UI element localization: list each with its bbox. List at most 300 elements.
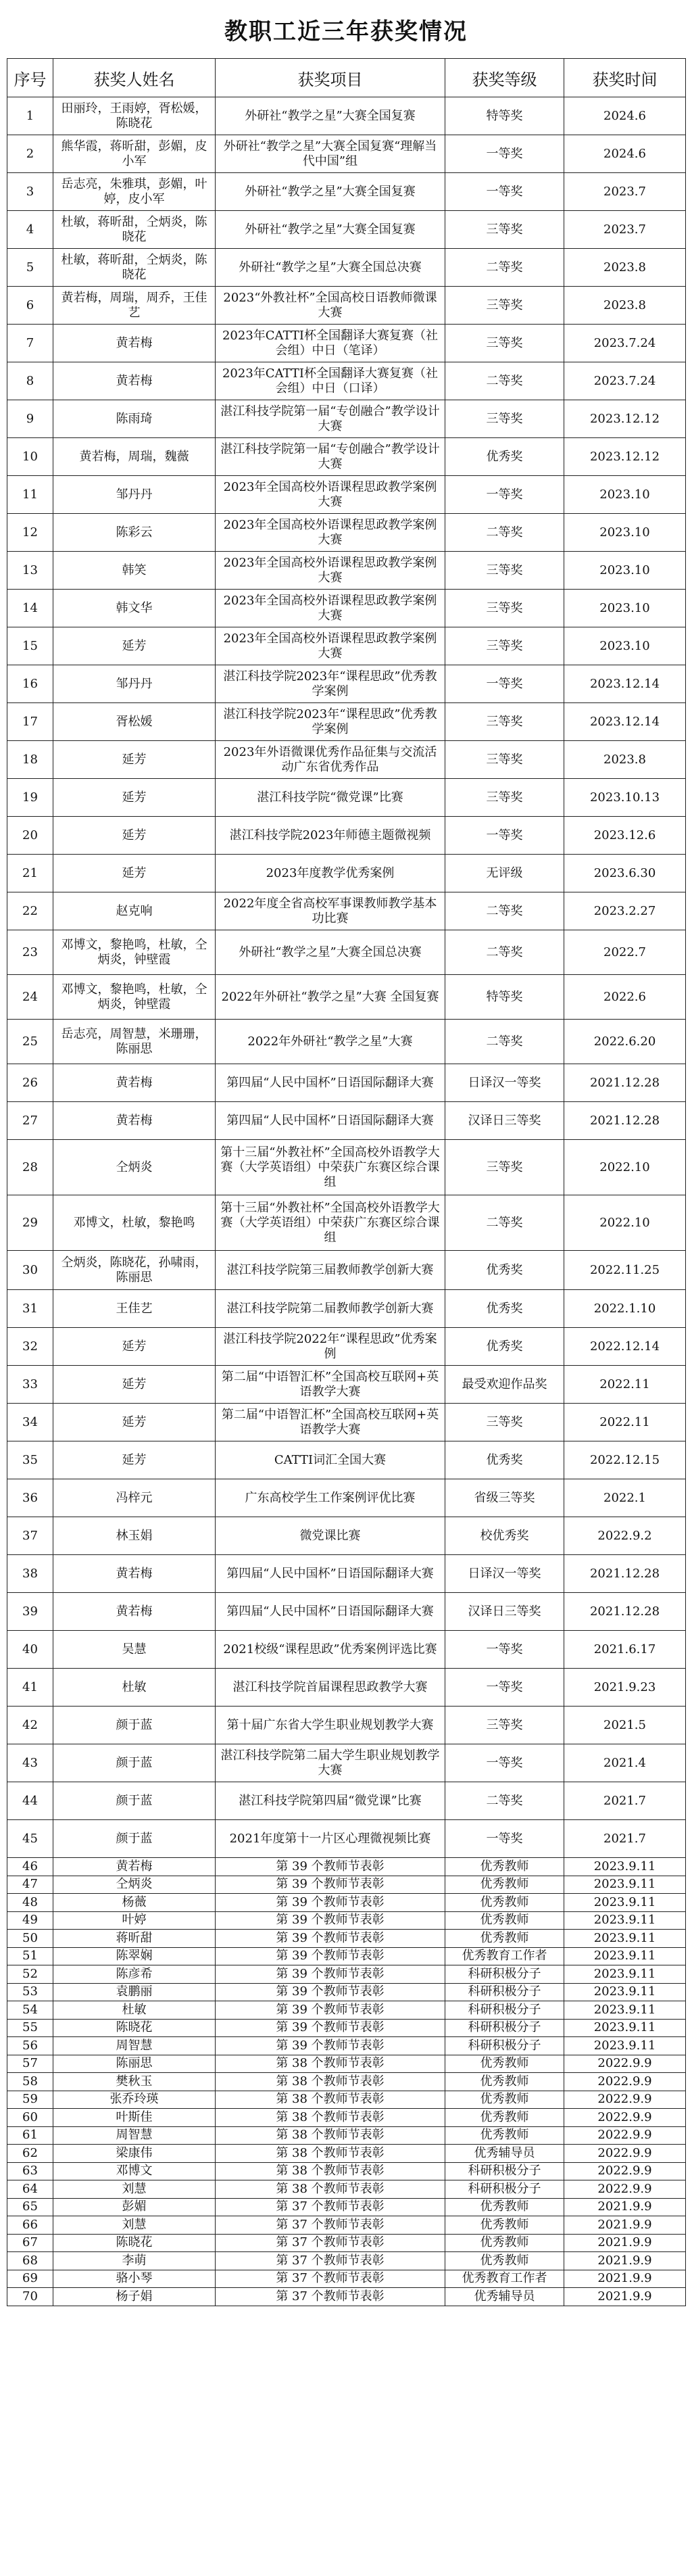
cell-index: 60 <box>7 2109 53 2127</box>
cell-project: 第十三届“外教社杯”全国高校外语教学大赛（大学英语组）中荣获广东赛区综合课组 <box>216 1140 445 1195</box>
cell-name: 韩文华 <box>53 590 216 627</box>
cell-index: 32 <box>7 1328 53 1366</box>
cell-index: 55 <box>7 2019 53 2037</box>
cell-index: 34 <box>7 1404 53 1441</box>
cell-date: 2022.11.25 <box>564 1251 686 1290</box>
table-row <box>7 892 686 930</box>
cell-level: 优秀教育工作者 <box>445 2270 564 2288</box>
cell-date: 2023.12.12 <box>564 400 686 438</box>
cell-date: 2022.12.14 <box>564 1328 686 1366</box>
cell-name: 叶婷 <box>53 1911 216 1930</box>
cell-project: 2022年度全省高校军事课教师教学基本功比赛 <box>216 892 445 930</box>
cell-date: 2022.9.9 <box>564 2126 686 2145</box>
cell-index: 21 <box>7 855 53 892</box>
cell-name: 延芳 <box>53 741 216 779</box>
table-row <box>7 438 686 476</box>
cell-level: 优秀教师 <box>445 1876 564 1894</box>
cell-level: 科研积极分子 <box>445 2001 564 2020</box>
cell-project: 2021校级“课程思政”优秀案例评选比赛 <box>216 1631 445 1669</box>
cell-name: 黄若梅 <box>53 362 216 400</box>
cell-project: 湛江科技学院2023年“课程思政”优秀教学案例 <box>216 703 445 741</box>
cell-project: 2023“外教社杯”全国高校日语教师微课大赛 <box>216 287 445 325</box>
cell-level: 省级三等奖 <box>445 1479 564 1517</box>
header-name: 获奖人姓名 <box>53 59 216 97</box>
table-row <box>7 1876 686 1894</box>
cell-level: 二等奖 <box>445 1020 564 1064</box>
cell-name: 陈丽思 <box>53 2055 216 2073</box>
cell-project: 第 39 个教师节表彰 <box>216 1983 445 2001</box>
table-row <box>7 249 686 287</box>
table-row <box>7 1911 686 1930</box>
cell-project: 第 38 个教师节表彰 <box>216 2073 445 2091</box>
cell-date: 2022.9.9 <box>564 2162 686 2180</box>
cell-date: 2023.9.11 <box>564 1983 686 2001</box>
cell-name: 仝炳炎，陈晓花，孙啸雨，陈丽思 <box>53 1251 216 1290</box>
table-row <box>7 779 686 817</box>
table-row <box>7 2091 686 2109</box>
cell-index: 41 <box>7 1669 53 1707</box>
cell-index: 9 <box>7 400 53 438</box>
cell-date: 2021.7 <box>564 1820 686 1858</box>
cell-name: 梁康伟 <box>53 2145 216 2163</box>
table-row <box>7 2252 686 2270</box>
cell-name: 杜敏，蒋昕甜，仝炳炎，陈晓花 <box>53 211 216 249</box>
cell-project: 第二届“中语智汇杯”全国高校互联网+英语教学大赛 <box>216 1404 445 1441</box>
table-row <box>7 590 686 627</box>
table-row <box>7 1894 686 1912</box>
cell-project: 第十届广东省大学生职业规划教学大赛 <box>216 1707 445 1744</box>
cell-date: 2022.11 <box>564 1404 686 1441</box>
cell-date: 2023.7 <box>564 211 686 249</box>
cell-date: 2023.9.11 <box>564 1876 686 1894</box>
table-row <box>7 211 686 249</box>
table-row <box>7 1517 686 1555</box>
cell-level: 优秀教师 <box>445 2252 564 2270</box>
cell-name: 延芳 <box>53 1441 216 1479</box>
table-row <box>7 287 686 325</box>
cell-level: 特等奖 <box>445 97 564 135</box>
cell-project: 第四届“人民中国杯”日语国际翻译大赛 <box>216 1555 445 1593</box>
cell-index: 10 <box>7 438 53 476</box>
cell-project: 湛江科技学院第四届“微党课”比赛 <box>216 1782 445 1820</box>
cell-level: 二等奖 <box>445 1782 564 1820</box>
table-row <box>7 1404 686 1441</box>
cell-level: 二等奖 <box>445 1195 564 1251</box>
cell-project: 湛江科技学院第二届教师教学创新大赛 <box>216 1290 445 1328</box>
cell-project: 第 38 个教师节表彰 <box>216 2091 445 2109</box>
cell-date: 2022.9.9 <box>564 2073 686 2091</box>
cell-index: 17 <box>7 703 53 741</box>
table-row <box>7 1983 686 2001</box>
table-row <box>7 1631 686 1669</box>
cell-project: 第二届“中语智汇杯”全国高校互联网+英语教学大赛 <box>216 1366 445 1404</box>
cell-date: 2023.10 <box>564 476 686 514</box>
cell-level: 日译汉一等奖 <box>445 1555 564 1593</box>
cell-project: 湛江科技学院2022年“课程思政”优秀案例 <box>216 1328 445 1366</box>
cell-index: 20 <box>7 817 53 855</box>
cell-level: 特等奖 <box>445 975 564 1020</box>
header-level: 获奖等级 <box>445 59 564 97</box>
cell-project: 微党课比赛 <box>216 1517 445 1555</box>
cell-date: 2021.9.9 <box>564 2234 686 2252</box>
cell-level: 汉译日三等奖 <box>445 1102 564 1140</box>
cell-project: 第 38 个教师节表彰 <box>216 2180 445 2199</box>
cell-level: 科研积极分子 <box>445 2037 564 2055</box>
cell-project: 第 37 个教师节表彰 <box>216 2198 445 2216</box>
cell-level: 三等奖 <box>445 211 564 249</box>
cell-date: 2024.6 <box>564 135 686 173</box>
cell-level: 科研积极分子 <box>445 1983 564 2001</box>
cell-date: 2023.7.24 <box>564 362 686 400</box>
cell-project: 第 37 个教师节表彰 <box>216 2270 445 2288</box>
table-row <box>7 1251 686 1290</box>
table-row <box>7 930 686 975</box>
cell-name: 樊秋玉 <box>53 2073 216 2091</box>
cell-project: 广东高校学生工作案例评优比赛 <box>216 1479 445 1517</box>
cell-name: 颜于蓝 <box>53 1782 216 1820</box>
cell-name: 吴慧 <box>53 1631 216 1669</box>
cell-index: 8 <box>7 362 53 400</box>
cell-project: 2023年全国高校外语课程思政教学案例大赛 <box>216 476 445 514</box>
cell-name: 邓博文，黎艳鸣，杜敏，仝炳炎，钟壁霞 <box>53 930 216 975</box>
cell-project: 2023年全国高校外语课程思政教学案例大赛 <box>216 590 445 627</box>
cell-name: 周智慧 <box>53 2126 216 2145</box>
table-row <box>7 2198 686 2216</box>
cell-date: 2023.9.11 <box>564 1930 686 1948</box>
cell-index: 2 <box>7 135 53 173</box>
cell-date: 2022.9.2 <box>564 1517 686 1555</box>
cell-index: 62 <box>7 2145 53 2163</box>
header-date: 获奖时间 <box>564 59 686 97</box>
cell-level: 校优秀奖 <box>445 1517 564 1555</box>
cell-index: 31 <box>7 1290 53 1328</box>
cell-date: 2022.6 <box>564 975 686 1020</box>
cell-level: 三等奖 <box>445 325 564 362</box>
cell-name: 颜于蓝 <box>53 1744 216 1782</box>
cell-level: 优秀奖 <box>445 1328 564 1366</box>
cell-level: 优秀教师 <box>445 2216 564 2235</box>
cell-level: 优秀奖 <box>445 1441 564 1479</box>
cell-index: 56 <box>7 2037 53 2055</box>
cell-name: 黄若梅 <box>53 1593 216 1631</box>
cell-name: 邓博文 <box>53 2162 216 2180</box>
cell-name: 韩笑 <box>53 552 216 590</box>
cell-project: CATTI词汇全国大赛 <box>216 1441 445 1479</box>
cell-project: 外研社“教学之星”大赛全国复赛 <box>216 97 445 135</box>
cell-level: 一等奖 <box>445 665 564 703</box>
cell-level: 科研积极分子 <box>445 1965 564 1984</box>
page-title: 教职工近三年获奖情况 <box>224 18 468 45</box>
cell-level: 优秀奖 <box>445 1251 564 1290</box>
cell-date: 2023.9.11 <box>564 1858 686 1876</box>
cell-level: 二等奖 <box>445 892 564 930</box>
cell-date: 2023.7.24 <box>564 325 686 362</box>
cell-index: 12 <box>7 514 53 552</box>
cell-level: 一等奖 <box>445 817 564 855</box>
table-row <box>7 514 686 552</box>
cell-date: 2021.9.9 <box>564 2216 686 2235</box>
cell-project: 第 39 个教师节表彰 <box>216 1947 445 1965</box>
cell-level: 科研积极分子 <box>445 2019 564 2037</box>
cell-date: 2023.8 <box>564 741 686 779</box>
cell-name: 陈翠娴 <box>53 1947 216 1965</box>
table-row <box>7 1195 686 1251</box>
cell-level: 三等奖 <box>445 400 564 438</box>
cell-name: 黄若梅，周瑞，魏薇 <box>53 438 216 476</box>
table-row <box>7 135 686 173</box>
cell-date: 2022.10 <box>564 1195 686 1251</box>
cell-level: 三等奖 <box>445 1707 564 1744</box>
cell-date: 2023.9.11 <box>564 1947 686 1965</box>
cell-name: 延芳 <box>53 1328 216 1366</box>
cell-project: 湛江科技学院第一届“专创融合”教学设计大赛 <box>216 438 445 476</box>
cell-project: 第四届“人民中国杯”日语国际翻译大赛 <box>216 1102 445 1140</box>
cell-date: 2023.2.27 <box>564 892 686 930</box>
cell-date: 2023.9.11 <box>564 2001 686 2020</box>
cell-date: 2022.7 <box>564 930 686 975</box>
cell-level: 一等奖 <box>445 1669 564 1707</box>
cell-date: 2022.9.9 <box>564 2180 686 2199</box>
cell-level: 最受欢迎作品奖 <box>445 1366 564 1404</box>
cell-index: 14 <box>7 590 53 627</box>
cell-name: 王佳艺 <box>53 1290 216 1328</box>
cell-level: 一等奖 <box>445 173 564 211</box>
cell-name: 邓博文，黎艳鸣，杜敏，仝炳炎，钟壁霞 <box>53 975 216 1020</box>
cell-index: 27 <box>7 1102 53 1140</box>
cell-index: 13 <box>7 552 53 590</box>
cell-index: 11 <box>7 476 53 514</box>
cell-level: 优秀教师 <box>445 1894 564 1912</box>
table-row <box>7 1930 686 1948</box>
table-row <box>7 855 686 892</box>
table-row <box>7 1947 686 1965</box>
table-row <box>7 1020 686 1064</box>
table-row <box>7 1782 686 1820</box>
cell-project: 2023年度教学优秀案例 <box>216 855 445 892</box>
cell-project: 外研社“教学之星”大赛全国复赛 <box>216 211 445 249</box>
cell-name: 杜敏 <box>53 2001 216 2020</box>
cell-project: 2022年外研社“教学之星”大赛 <box>216 1020 445 1064</box>
cell-date: 2023.6.30 <box>564 855 686 892</box>
cell-date: 2021.5 <box>564 1707 686 1744</box>
cell-name: 蒋昕甜 <box>53 1930 216 1948</box>
table-row <box>7 2037 686 2055</box>
table-body <box>7 97 686 2306</box>
cell-project: 外研社“教学之星”大赛全国复赛“理解当代中国”组 <box>216 135 445 173</box>
cell-level: 三等奖 <box>445 1404 564 1441</box>
cell-project: 2023年CATTI杯全国翻译大赛复赛（社会组）中日（笔译） <box>216 325 445 362</box>
cell-date: 2023.10 <box>564 552 686 590</box>
table-header-row <box>7 59 686 97</box>
cell-index: 46 <box>7 1858 53 1876</box>
table-row <box>7 173 686 211</box>
cell-project: 2023年全国高校外语课程思政教学案例大赛 <box>216 514 445 552</box>
cell-index: 5 <box>7 249 53 287</box>
cell-project: 湛江科技学院第二届大学生职业规划教学大赛 <box>216 1744 445 1782</box>
cell-project: 第 39 个教师节表彰 <box>216 1858 445 1876</box>
cell-project: 外研社“教学之星”大赛全国总决赛 <box>216 930 445 975</box>
cell-name: 冯梓元 <box>53 1479 216 1517</box>
cell-project: 湛江科技学院2023年师德主题微视频 <box>216 817 445 855</box>
table-row <box>7 703 686 741</box>
table-row <box>7 1858 686 1876</box>
cell-index: 66 <box>7 2216 53 2235</box>
cell-name: 杜敏 <box>53 1669 216 1707</box>
table-row <box>7 1744 686 1782</box>
cell-date: 2023.12.6 <box>564 817 686 855</box>
cell-level: 一等奖 <box>445 1744 564 1782</box>
cell-date: 2023.9.11 <box>564 1894 686 1912</box>
cell-level: 优秀教师 <box>445 2073 564 2091</box>
table-row <box>7 1102 686 1140</box>
cell-level: 优秀辅导员 <box>445 2288 564 2306</box>
cell-index: 18 <box>7 741 53 779</box>
table-row <box>7 1707 686 1744</box>
table-row <box>7 2055 686 2073</box>
cell-index: 69 <box>7 2270 53 2288</box>
cell-date: 2023.12.14 <box>564 665 686 703</box>
cell-project: 湛江科技学院第三届教师教学创新大赛 <box>216 1251 445 1290</box>
cell-project: 第 37 个教师节表彰 <box>216 2234 445 2252</box>
table-row <box>7 2288 686 2306</box>
cell-date: 2021.4 <box>564 1744 686 1782</box>
table-row <box>7 1064 686 1102</box>
cell-name: 陈晓花 <box>53 2234 216 2252</box>
table-row <box>7 1140 686 1195</box>
cell-name: 林玉娟 <box>53 1517 216 1555</box>
cell-project: 第 39 个教师节表彰 <box>216 1894 445 1912</box>
cell-index: 42 <box>7 1707 53 1744</box>
cell-name: 张乔玲瑛 <box>53 2091 216 2109</box>
cell-level: 优秀奖 <box>445 1290 564 1328</box>
awards-table <box>7 58 686 2306</box>
table-row <box>7 627 686 665</box>
cell-level: 三等奖 <box>445 287 564 325</box>
cell-index: 63 <box>7 2162 53 2180</box>
cell-level: 优秀教师 <box>445 1911 564 1930</box>
cell-name: 延芳 <box>53 855 216 892</box>
cell-level: 二等奖 <box>445 249 564 287</box>
table-row <box>7 362 686 400</box>
cell-date: 2023.7 <box>564 173 686 211</box>
cell-index: 33 <box>7 1366 53 1404</box>
table-row <box>7 2019 686 2037</box>
cell-name: 陈彩云 <box>53 514 216 552</box>
cell-name: 仝炳炎 <box>53 1140 216 1195</box>
cell-level: 三等奖 <box>445 1140 564 1195</box>
table-row <box>7 817 686 855</box>
table-row <box>7 665 686 703</box>
cell-index: 58 <box>7 2073 53 2091</box>
cell-index: 61 <box>7 2126 53 2145</box>
table-row <box>7 2073 686 2091</box>
cell-level: 科研积极分子 <box>445 2162 564 2180</box>
cell-index: 53 <box>7 1983 53 2001</box>
cell-project: 第 39 个教师节表彰 <box>216 1911 445 1930</box>
cell-project: 2022年外研社“教学之星”大赛 全国复赛 <box>216 975 445 1020</box>
cell-index: 36 <box>7 1479 53 1517</box>
cell-index: 51 <box>7 1947 53 1965</box>
cell-name: 彭媚 <box>53 2198 216 2216</box>
cell-name: 岳志亮，朱雅琪，彭媚，叶婷，皮小军 <box>53 173 216 211</box>
cell-date: 2023.10 <box>564 627 686 665</box>
cell-date: 2022.1.10 <box>564 1290 686 1328</box>
cell-date: 2023.10 <box>564 590 686 627</box>
cell-level: 一等奖 <box>445 476 564 514</box>
cell-date: 2023.9.11 <box>564 2019 686 2037</box>
table-row <box>7 1820 686 1858</box>
cell-index: 16 <box>7 665 53 703</box>
cell-project: 第 38 个教师节表彰 <box>216 2055 445 2073</box>
cell-date: 2021.12.28 <box>564 1593 686 1631</box>
cell-project: 第 39 个教师节表彰 <box>216 1930 445 1948</box>
table-row <box>7 1366 686 1404</box>
table-row <box>7 552 686 590</box>
table-row <box>7 97 686 135</box>
cell-project: 第 38 个教师节表彰 <box>216 2109 445 2127</box>
cell-name: 黄若梅 <box>53 1555 216 1593</box>
cell-name: 李萌 <box>53 2252 216 2270</box>
cell-project: 2023年全国高校外语课程思政教学案例大赛 <box>216 552 445 590</box>
cell-level: 优秀教师 <box>445 2055 564 2073</box>
cell-name: 邹丹丹 <box>53 476 216 514</box>
table-row <box>7 2001 686 2020</box>
cell-project: 湛江科技学院第一届“专创融合”教学设计大赛 <box>216 400 445 438</box>
cell-project: 第 39 个教师节表彰 <box>216 2001 445 2020</box>
table-row <box>7 1328 686 1366</box>
cell-index: 30 <box>7 1251 53 1290</box>
cell-name: 黄若梅 <box>53 1064 216 1102</box>
cell-index: 70 <box>7 2288 53 2306</box>
cell-date: 2023.10 <box>564 514 686 552</box>
cell-level: 优秀教育工作者 <box>445 1947 564 1965</box>
cell-project: 第 37 个教师节表彰 <box>216 2216 445 2235</box>
cell-date: 2022.9.9 <box>564 2145 686 2163</box>
table-row <box>7 1479 686 1517</box>
cell-project: 第 39 个教师节表彰 <box>216 1876 445 1894</box>
cell-date: 2021.9.9 <box>564 2288 686 2306</box>
cell-date: 2024.6 <box>564 97 686 135</box>
cell-level: 一等奖 <box>445 135 564 173</box>
cell-level: 优秀教师 <box>445 2234 564 2252</box>
header-project: 获奖项目 <box>216 59 445 97</box>
cell-name: 黄若梅 <box>53 1858 216 1876</box>
cell-project: 第 37 个教师节表彰 <box>216 2288 445 2306</box>
cell-level: 三等奖 <box>445 779 564 817</box>
cell-name: 杨薇 <box>53 1894 216 1912</box>
cell-level: 优秀教师 <box>445 1930 564 1948</box>
cell-name: 袁鹏丽 <box>53 1983 216 2001</box>
table-row <box>7 1555 686 1593</box>
cell-project: 第 39 个教师节表彰 <box>216 2037 445 2055</box>
cell-name: 延芳 <box>53 1366 216 1404</box>
table-row <box>7 1965 686 1984</box>
cell-index: 44 <box>7 1782 53 1820</box>
cell-index: 47 <box>7 1876 53 1894</box>
cell-date: 2021.12.28 <box>564 1102 686 1140</box>
cell-index: 7 <box>7 325 53 362</box>
cell-project: 第四届“人民中国杯”日语国际翻译大赛 <box>216 1064 445 1102</box>
table-row <box>7 2270 686 2288</box>
cell-name: 邓博文，杜敏，黎艳鸣 <box>53 1195 216 1251</box>
cell-date: 2023.12.12 <box>564 438 686 476</box>
cell-project: 2023年CATTI杯全国翻译大赛复赛（社会组）中日（口译） <box>216 362 445 400</box>
cell-name: 黄若梅 <box>53 325 216 362</box>
cell-date: 2022.11 <box>564 1366 686 1404</box>
cell-index: 49 <box>7 1911 53 1930</box>
cell-date: 2021.7 <box>564 1782 686 1820</box>
cell-name: 杨子娟 <box>53 2288 216 2306</box>
